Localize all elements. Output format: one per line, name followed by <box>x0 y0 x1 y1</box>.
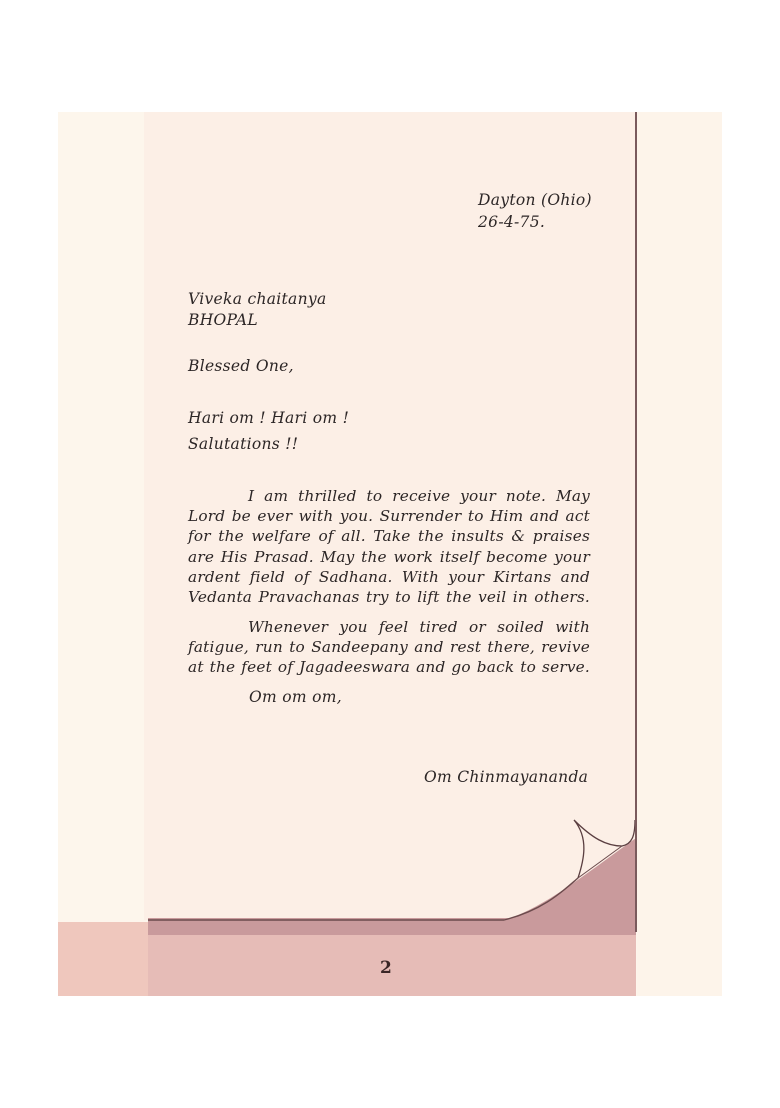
footer-band <box>148 932 636 996</box>
letter-date: 26-4-75. <box>478 213 546 231</box>
page-curl-icon <box>144 780 638 935</box>
paragraph-1-line: Vedanta Pravachanas try to lift the veil in others. <box>188 588 590 607</box>
paragraph-1-line: for the welfare of all. Take the insults & praises <box>188 527 590 546</box>
paragraph-1-line: ardent field of Sadhana. With your Kirtans and <box>188 567 590 586</box>
recipient-city: BHOPAL <box>188 311 258 329</box>
paragraph-1-line: Lord be ever with you. Surrender to Him and act <box>188 507 590 526</box>
paragraph-2-line: at the feet of Jagadeeswara and go back to serve. <box>188 658 590 677</box>
greeting-line-2: Salutations !! <box>188 435 299 453</box>
page-edge-line <box>635 112 637 932</box>
paragraph-2-line: Whenever you feel tired or soiled with <box>248 618 590 636</box>
letter-place: Dayton (Ohio) <box>478 191 592 209</box>
paragraph-1-line: are His Prasad. May the work itself become your <box>188 547 590 566</box>
paragraph-2-line: fatigue, run to Sandeepany and rest there, revive <box>188 638 590 657</box>
paragraph-1-line: I am thrilled to receive your note. May <box>248 487 590 505</box>
left-margin-strip <box>58 112 144 920</box>
recipient-name: Viveka chaitanya <box>188 290 327 308</box>
greeting-line-1: Hari om ! Hari om ! <box>188 409 350 427</box>
footer-band-left <box>58 922 148 996</box>
letter-paragraph-2 <box>188 617 590 678</box>
page-number: 2 <box>380 958 392 978</box>
signature: Om Chinmayananda <box>424 768 589 786</box>
right-margin-strip <box>637 112 722 996</box>
salutation: Blessed One, <box>188 357 294 375</box>
closing: Om om om, <box>249 688 342 706</box>
letter-paragraph-1 <box>188 486 590 607</box>
